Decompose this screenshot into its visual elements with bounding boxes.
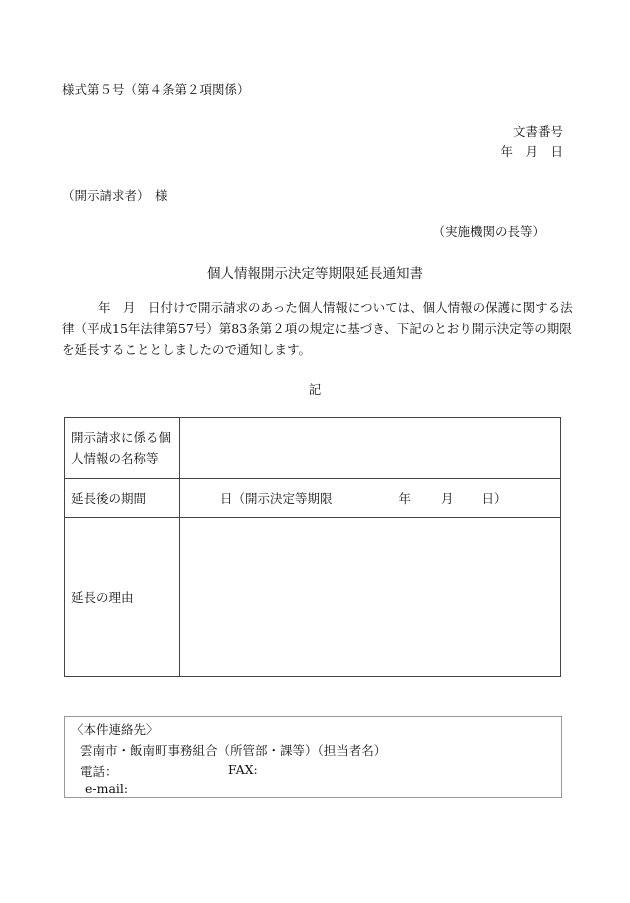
document-title: 個人情報開示決定等期限延長通知書 — [207, 266, 423, 282]
agency-head-label: （実施機関の長等） — [432, 224, 545, 239]
contact-phone-label: 電話： — [80, 764, 118, 779]
requester-label: （開示請求者） — [62, 188, 150, 203]
extension-period-label: 延長後の期間 — [65, 479, 180, 518]
extension-reason-label: 延長の理由 — [65, 518, 180, 677]
contact-organization: 雲南市・飯南町事務組合（所管部・課等）（担当者名） — [80, 743, 387, 758]
table-row — [65, 418, 561, 479]
document-date-label: 年 月 日 — [500, 144, 563, 159]
extension-reason-cell — [180, 518, 561, 677]
extension-period-cell — [180, 479, 561, 518]
notice-body-text: 年 月 日付けで開示請求のあった個人情報については、個人情報の保護に関する法律（平成15年法律第57号）第83条第２項の規定に基づき、下記のとおり開示決定等の期限を延長することとしましたので通知します。 — [62, 300, 573, 357]
contact-email-label: e-mail: — [85, 781, 129, 796]
period-date-text: 日） — [481, 491, 507, 506]
personal-info-name-cell — [180, 418, 561, 479]
detail-table — [64, 417, 561, 677]
form-number-label: 様式第５号（第４条第２項関係） — [62, 82, 250, 97]
period-day-text: 日（開示決定等期限 — [220, 491, 333, 506]
personal-info-name-label: 開示請求に係る個人情報の名称等 — [65, 418, 180, 479]
ki-heading: 記 — [308, 382, 322, 397]
period-month-text: 月 — [440, 491, 454, 506]
contact-box — [64, 716, 562, 798]
table-row — [65, 479, 561, 518]
requester-honorific: 様 — [155, 188, 168, 203]
table-row — [65, 518, 561, 677]
contact-fax-label: FAX: — [228, 762, 258, 777]
contact-heading: 〈本件連絡先〉 — [71, 722, 159, 737]
document-number-label: 文書番号 — [512, 124, 563, 139]
period-year-text: 年 — [398, 491, 411, 506]
